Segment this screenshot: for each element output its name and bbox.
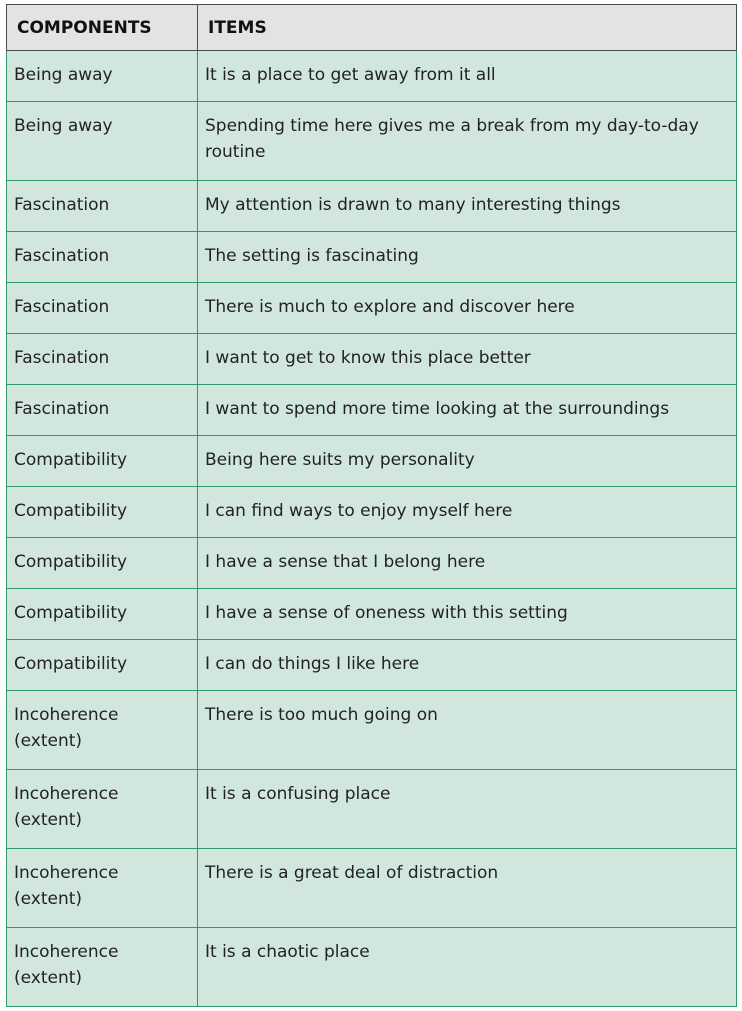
- component-cell: Compatibility: [7, 487, 198, 538]
- column-header-items: ITEMS: [198, 5, 737, 51]
- component-cell: Compatibility: [7, 589, 198, 640]
- component-cell: Incoherence (extent): [7, 928, 198, 1007]
- table-row: [7, 436, 737, 487]
- table-row: [7, 849, 737, 928]
- item-cell: Being here suits my personality: [198, 436, 737, 487]
- table-row: [7, 385, 737, 436]
- component-cell: Incoherence (extent): [7, 770, 198, 849]
- table-row: [7, 589, 737, 640]
- table-row: [7, 770, 737, 849]
- table-header-row: [7, 5, 737, 51]
- item-cell: There is too much going on: [198, 691, 737, 770]
- table-row: [7, 181, 737, 232]
- table-container: [6, 4, 736, 1007]
- item-cell: There is much to explore and discover here: [198, 283, 737, 334]
- component-cell: Compatibility: [7, 538, 198, 589]
- table-row: [7, 928, 737, 1007]
- component-cell: Fascination: [7, 385, 198, 436]
- component-cell: Incoherence (extent): [7, 849, 198, 928]
- component-cell: Fascination: [7, 232, 198, 283]
- table-row: [7, 487, 737, 538]
- item-cell: I can do things I like here: [198, 640, 737, 691]
- column-header-components: COMPONENTS: [7, 5, 198, 51]
- item-cell: It is a place to get away from it all: [198, 51, 737, 102]
- component-cell: Being away: [7, 51, 198, 102]
- table-row: [7, 334, 737, 385]
- item-cell: I can find ways to enjoy myself here: [198, 487, 737, 538]
- component-cell: Being away: [7, 102, 198, 181]
- table-row: [7, 640, 737, 691]
- table-row: [7, 232, 737, 283]
- table-row: [7, 102, 737, 181]
- item-cell: It is a chaotic place: [198, 928, 737, 1007]
- item-cell: I want to spend more time looking at the surroundings: [198, 385, 737, 436]
- item-cell: The setting is fascinating: [198, 232, 737, 283]
- item-cell: It is a confusing place: [198, 770, 737, 849]
- item-cell: I have a sense of oneness with this setting: [198, 589, 737, 640]
- component-cell: Incoherence (extent): [7, 691, 198, 770]
- component-cell: Fascination: [7, 283, 198, 334]
- component-cell: Fascination: [7, 334, 198, 385]
- table-row: [7, 691, 737, 770]
- item-cell: I want to get to know this place better: [198, 334, 737, 385]
- item-cell: There is a great deal of distraction: [198, 849, 737, 928]
- component-cell: Compatibility: [7, 640, 198, 691]
- components-items-table: [6, 4, 737, 1007]
- item-cell: Spending time here gives me a break from my day-to-day routine: [198, 102, 737, 181]
- table-row: [7, 538, 737, 589]
- component-cell: Compatibility: [7, 436, 198, 487]
- table-row: [7, 283, 737, 334]
- item-cell: My attention is drawn to many interesting things: [198, 181, 737, 232]
- item-cell: I have a sense that I belong here: [198, 538, 737, 589]
- component-cell: Fascination: [7, 181, 198, 232]
- table-row: [7, 51, 737, 102]
